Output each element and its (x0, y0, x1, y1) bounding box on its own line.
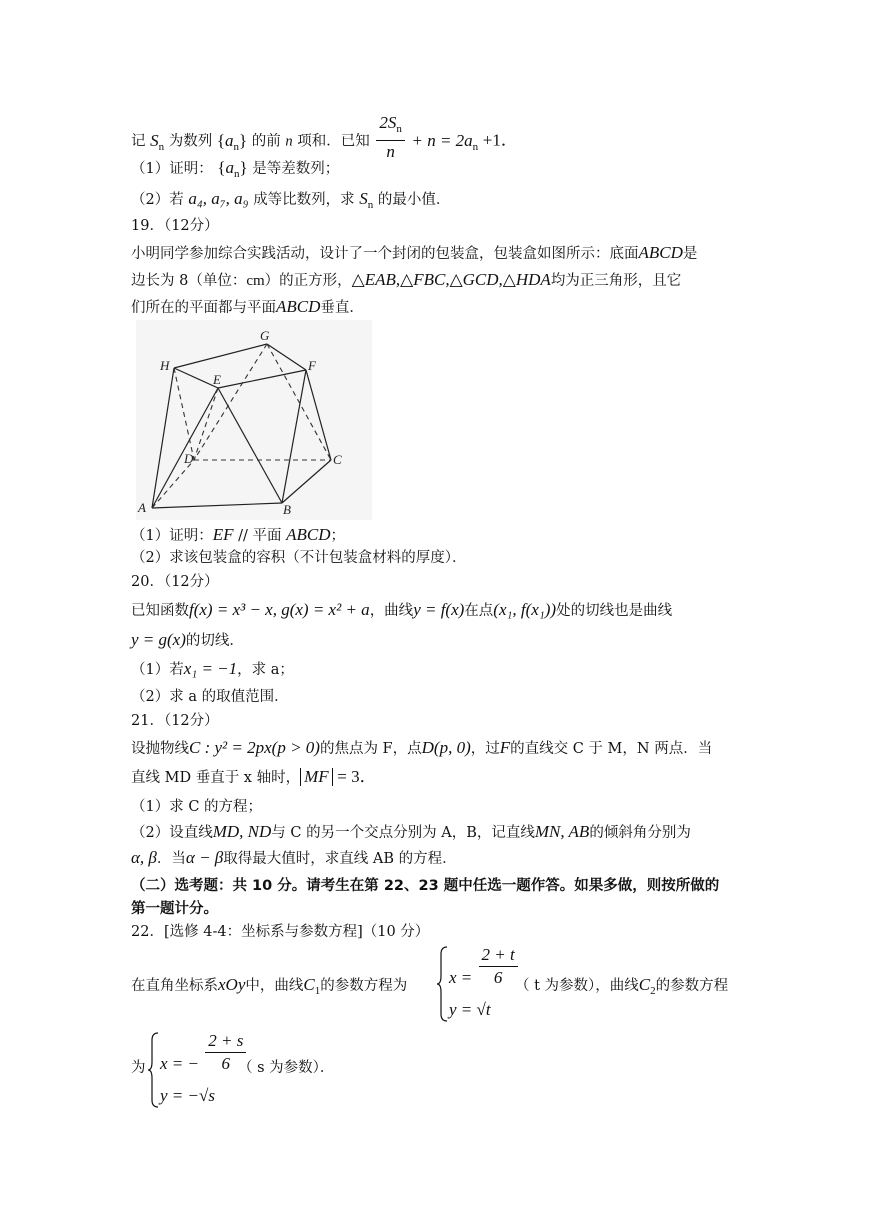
section2-instructions-cont: 第一题计分。 (131, 901, 218, 917)
q18-part2: （2）若 a₄, a₇, a₉ 成等比数列，求 $S_n$ 的最小值． (131, 189, 451, 211)
q20-part2: （2）求 a 的取值范围． (131, 689, 289, 705)
q20-part1: （1）若x₁ = −1，求 a； (131, 659, 294, 678)
q19-line3: 们所在的平面都与平面ABCD垂直． (131, 297, 364, 316)
q22-header: 22．[选修 4-4：坐标系与参数方程]（10 分） (131, 924, 430, 940)
label-h: H (160, 358, 170, 373)
q18-stem: 记 $S_n$ 为数列 $\{a_n\}$ 的前 n 项和．已知 $\frac{2S_n}{n}$ + $n = 2a_n +1$． (131, 113, 518, 161)
q20-line1: 已知函数f(x) = x³ − x, g(x) = x² + a，曲线y = f(x)在点(x₁, f(x₁))处的切线也是曲线 (131, 600, 673, 619)
q22-line2-prefix: 为 (131, 1060, 146, 1076)
q20-line2: y = g(x)的切线． (131, 630, 244, 649)
left-brace-icon (437, 946, 449, 1022)
q22-line1-tail: （ t 为参数），曲线$C_2$的参数方程 (515, 975, 729, 997)
q21-header: 21．（12分） (131, 713, 219, 729)
q18-part1: （1）证明： $\{a_n\}$ 是等差数列； (131, 158, 340, 180)
q19-header: 19．（12分） (131, 218, 219, 234)
q19-line2: 边长为 8（单位：cm）的正方形，△EAB,△FBC,△GCD,△HDA均为正三角形，且它 (131, 270, 682, 289)
q20-header: 20．（12分） (131, 574, 219, 590)
q19-part2: （2）求该包装盒的容积（不计包装盒材料的厚度）． (131, 550, 467, 566)
q21-line1: 设抛物线C : y² = 2px(p > 0)的焦点为 F，点D(p, 0)，过F的直线交 C 于 M，N 两点．当 (131, 738, 713, 757)
fraction-2sn-over-n: $\frac{2S_n}{n}$ (376, 112, 405, 163)
label-g: G (260, 328, 270, 343)
label-c: C (333, 452, 342, 467)
sn-symbol: $S_n$ (150, 130, 165, 153)
q19-line1: 小明同学参加综合实践活动，设计了一个封闭的包装盒，包装盒如图所示：底面ABCD是 (131, 243, 698, 262)
q21-part1: （1）求 C 的方程； (131, 799, 263, 815)
q22-line1: 在直角坐标系xOy中，曲线$C_1$的参数方程为 (131, 975, 408, 997)
q21-part2-cont: α, β．当α − β取得最大值时，求直线 AB 的方程． (131, 848, 457, 867)
section2-instructions: （二）选考题：共 10 分。请考生在第 22、23 题中任选一题作答。如果多做，则按所做的 (131, 878, 720, 894)
q19-part1: （1）证明：EF // 平面 ABCD； (131, 525, 346, 544)
label-a: A (138, 500, 146, 515)
c2-parametric-system: x = − $\frac{2 + s}{6}$ y = −√s (148, 1030, 258, 1108)
c1-parametric-system: x = $\frac{2 + t}{6}$ y = √t (437, 944, 527, 1022)
q22-line2-tail: （ s 为参数）． (238, 1060, 335, 1076)
left-brace-icon (148, 1032, 160, 1108)
label-f: F (308, 358, 316, 373)
q21-line2: 直线 MD 垂直于 x 轴时， MF = 3． (131, 767, 377, 786)
label-d: D (184, 451, 194, 466)
box-diagram-svg (136, 320, 372, 520)
packaging-box-figure (136, 320, 372, 520)
label-e: E (213, 372, 221, 387)
label-b: B (283, 502, 291, 517)
q21-part2: （2）设直线MD, ND与 C 的另一个交点分别为 A，B，记直线MN, AB的倾斜角分别为 (131, 822, 691, 841)
